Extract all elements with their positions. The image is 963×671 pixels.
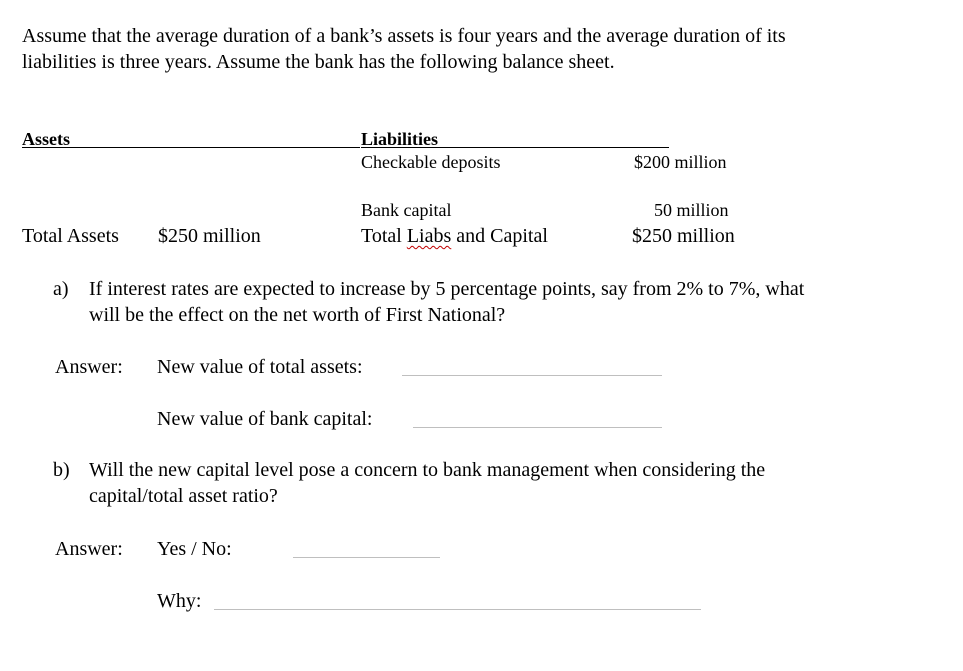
new-total-assets-answer-line[interactable] [402, 375, 662, 376]
question-b-marker: b) [53, 459, 70, 481]
bank-capital-label: Bank capital [361, 200, 452, 220]
new-total-assets-prompt: New value of total assets: [157, 356, 363, 378]
total-liabs-misspelled-word: Liabs [406, 225, 452, 247]
question-b-line-1: Will the new capital level pose a concern to bank management when considering the [89, 459, 766, 481]
total-assets-value: $250 million [158, 225, 261, 247]
question-b-answer-label: Answer: [55, 538, 123, 560]
total-liabs-capital-label [361, 223, 548, 249]
assets-rule [22, 147, 360, 148]
why-prompt: Why: [157, 590, 202, 612]
question-a-line-2: will be the effect on the net worth of First National? [89, 304, 506, 326]
question-a-marker: a) [53, 278, 69, 300]
liabilities-header: Liabilities [361, 129, 439, 149]
bank-capital-value: 50 million [654, 200, 729, 220]
yes-no-prompt: Yes / No: [157, 538, 232, 560]
total-liabs-suffix: and Capital [451, 225, 548, 247]
new-bank-capital-answer-line[interactable] [413, 427, 662, 428]
assets-header: Assets [22, 129, 70, 149]
liabilities-rule [361, 147, 669, 148]
total-liabs-prefix: Total [361, 225, 407, 247]
checkable-deposits-label: Checkable deposits [361, 152, 501, 172]
question-a-answer-label: Answer: [55, 356, 123, 378]
intro-line-1: Assume that the average duration of a bank’s assets is four years and the average duration of its [22, 25, 786, 47]
new-bank-capital-prompt: New value of bank capital: [157, 408, 373, 430]
yes-no-answer-line[interactable] [293, 557, 440, 558]
total-liabs-capital-value: $250 million [632, 225, 735, 247]
total-assets-label: Total Assets [22, 225, 119, 247]
why-answer-line[interactable] [214, 609, 701, 610]
question-a-line-1: If interest rates are expected to increase by 5 percentage points, say from 2% to 7%, what [89, 278, 805, 300]
checkable-deposits-value: $200 million [634, 152, 727, 172]
intro-line-2: liabilities is three years. Assume the bank has the following balance sheet. [22, 51, 615, 73]
question-b-line-2: capital/total asset ratio? [89, 485, 278, 507]
